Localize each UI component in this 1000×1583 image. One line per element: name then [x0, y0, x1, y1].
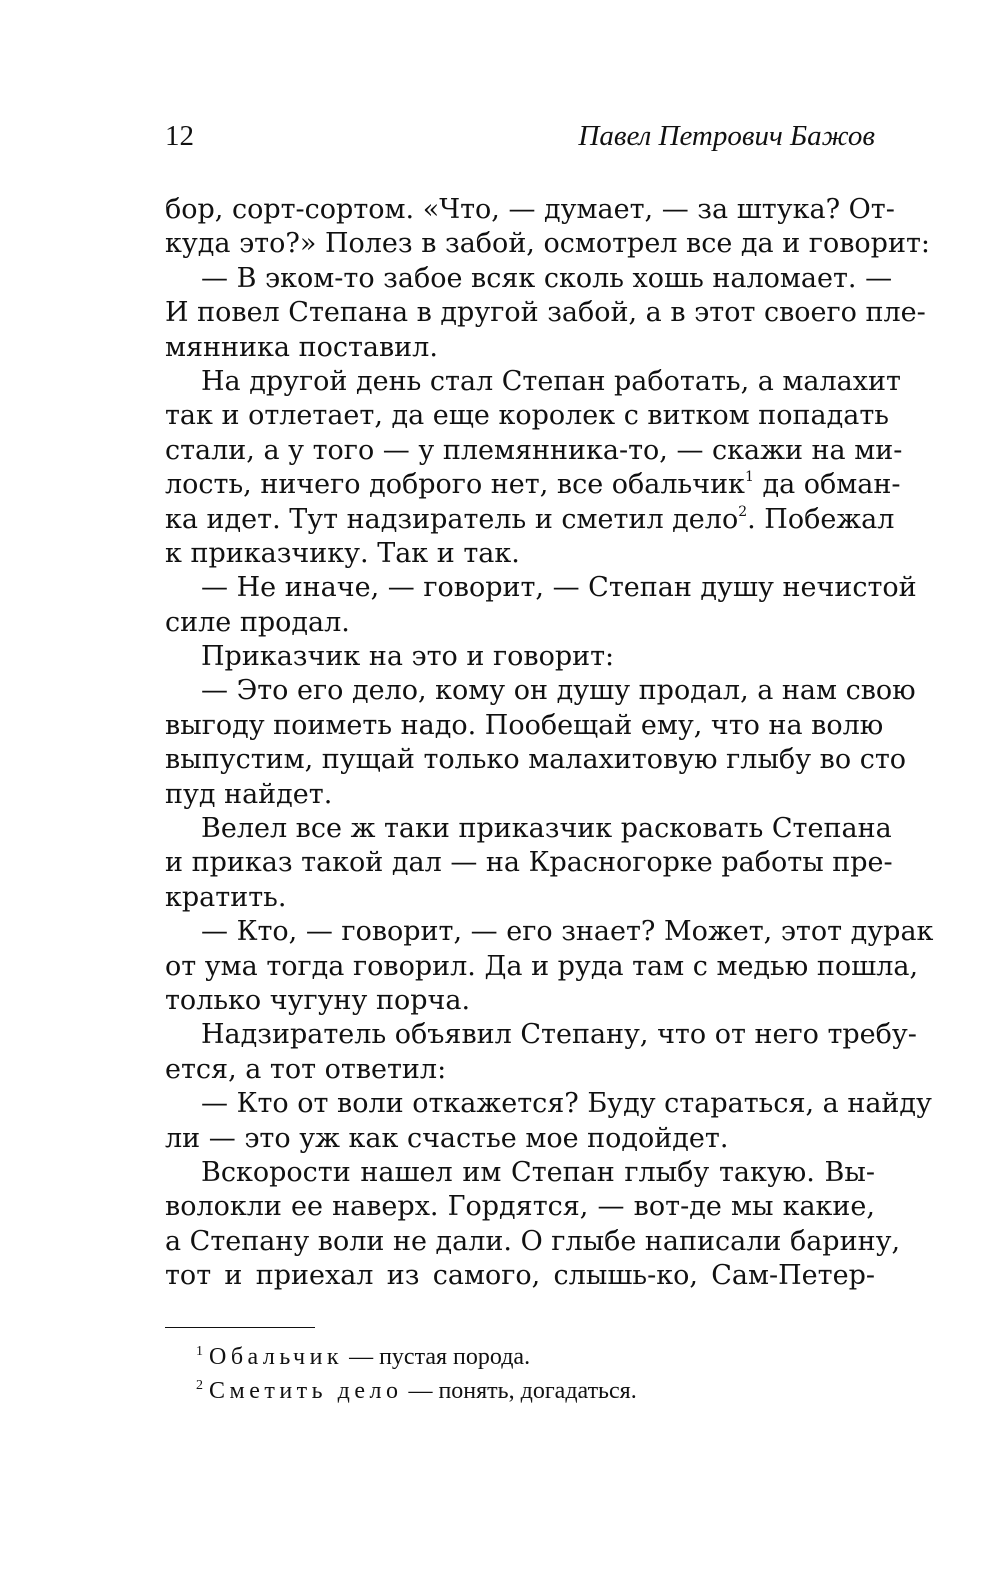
- footnote-rule: [165, 1327, 315, 1328]
- text-line: [165, 227, 930, 261]
- line-text: куда это?» Полез в забой, осмотрел все да и говорит:: [165, 228, 930, 260]
- footnote-term: Сметить дело: [209, 1378, 403, 1404]
- text-line: [165, 537, 875, 571]
- line-text: от ума тогда говорил. Да и руда там с медью пошла,: [165, 950, 919, 982]
- line-text: кратить.: [165, 881, 287, 913]
- running-head: [165, 114, 875, 158]
- text-line: [165, 1156, 875, 1190]
- line-text: Приказчик на это и говорит:: [201, 641, 615, 673]
- line-text: ли — это уж как счастье мое подойдет.: [165, 1122, 729, 1154]
- text-line: [165, 399, 889, 433]
- line-text: выпустим, пущай только малахитовую глыбу во сто: [165, 744, 907, 776]
- line-text: волокли ее наверх. Гордятся, — вот-де мы какие,: [165, 1191, 875, 1223]
- line-text: Велел все ж таки приказчик расковать Степана: [201, 813, 892, 845]
- footnote-term: Обальчик: [209, 1344, 344, 1370]
- text-line: [165, 296, 926, 330]
- footnote: [165, 1374, 875, 1408]
- line-text: к приказчику. Так и так.: [165, 537, 520, 569]
- text-line: [165, 1053, 875, 1087]
- footnote-definition: — пустая порода.: [343, 1344, 531, 1370]
- line-text: лость, ничего доброго нет, все обальчик: [165, 469, 745, 501]
- footnote-reference: 2: [738, 503, 748, 520]
- text-line: [165, 812, 892, 846]
- text-line: [165, 1190, 875, 1224]
- line-text: И повел Степана в другой забой, а в этот своего пле-: [165, 297, 926, 329]
- line-text-continued: . Побежал: [747, 503, 895, 535]
- text-line: [165, 262, 893, 296]
- text-line: [165, 984, 875, 1018]
- text-line: [165, 1087, 932, 1121]
- text-line: [165, 503, 895, 537]
- text-line: [165, 915, 934, 949]
- footnote-number: 2: [196, 1378, 203, 1393]
- text-line: [165, 365, 901, 399]
- line-text: — Кто, — говорит, — его знает? Может, этот дурак: [201, 916, 934, 948]
- text-line: [165, 331, 875, 365]
- text-line: [165, 846, 893, 880]
- running-title: Павел Петрович Бажов: [578, 120, 875, 152]
- footnote: [165, 1340, 875, 1374]
- text-line: [165, 1018, 917, 1052]
- line-text: тот и приехал из самого, слышь-ко, Сам-Петер-: [165, 1260, 875, 1292]
- footnote-number: 1: [196, 1344, 203, 1359]
- line-text: ка идет. Тут надзиратель и сметил дело: [165, 503, 739, 535]
- line-text: пуд найдет.: [165, 778, 333, 810]
- text-line: [165, 468, 901, 502]
- line-text: Надзиратель объявил Степану, что от него требу-: [201, 1019, 917, 1051]
- text-line: [165, 434, 903, 468]
- line-text: силе продал.: [165, 606, 350, 638]
- line-text-continued: да обман-: [753, 469, 901, 501]
- footnote-reference: 1: [744, 469, 754, 486]
- text-line: [165, 743, 907, 777]
- text-line: [165, 1122, 875, 1156]
- line-text: бор, сорт-сортом. «Что, — думает, — за штука? От-: [165, 194, 895, 225]
- body-text: [165, 193, 934, 1294]
- text-line: [165, 950, 919, 984]
- line-text: Вскорости нашел им Степан глыбу такую. Вы-: [201, 1156, 875, 1188]
- line-text: На другой день стал Степан работать, а малахит: [201, 365, 901, 397]
- text-line: [165, 674, 916, 708]
- line-text: выгоду поиметь надо. Пообещай ему, что на волю: [165, 709, 884, 741]
- text-line: [165, 778, 875, 812]
- footnotes: [165, 1340, 875, 1408]
- line-text: мянника поставил.: [165, 331, 438, 363]
- line-text: стали, а у того — у племянника-то, — скажи на ми-: [165, 434, 903, 466]
- text-line: [165, 1225, 901, 1259]
- line-text: только чугуну порча.: [165, 984, 471, 1016]
- line-text: — Не иначе, — говорит, — Степан душу нечистой: [201, 572, 917, 604]
- line-text: ется, а тот ответил:: [165, 1053, 447, 1085]
- line-text: — Это его дело, кому он душу продал, а нам свою: [201, 675, 916, 707]
- line-text: — В эком-то забое всяк сколь хошь наломает. —: [201, 262, 893, 294]
- line-text: так и отлетает, да еще королек с витком попадать: [165, 400, 889, 432]
- page-number: 12: [165, 120, 194, 152]
- footnote-definition: — понять, догадаться.: [402, 1378, 637, 1404]
- text-line: [165, 640, 875, 674]
- line-text: и приказ такой дал — на Красногорке работы пре-: [165, 847, 893, 879]
- text-line: [165, 193, 895, 227]
- line-text: — Кто от воли откажется? Буду стараться, а найду: [201, 1088, 932, 1120]
- text-line: [165, 881, 875, 915]
- line-text: а Степану воли не дали. О глыбе написали барину,: [165, 1225, 901, 1257]
- text-line: [165, 606, 875, 640]
- text-line: [165, 709, 884, 743]
- text-line: [165, 571, 917, 605]
- text-line: [165, 1259, 875, 1293]
